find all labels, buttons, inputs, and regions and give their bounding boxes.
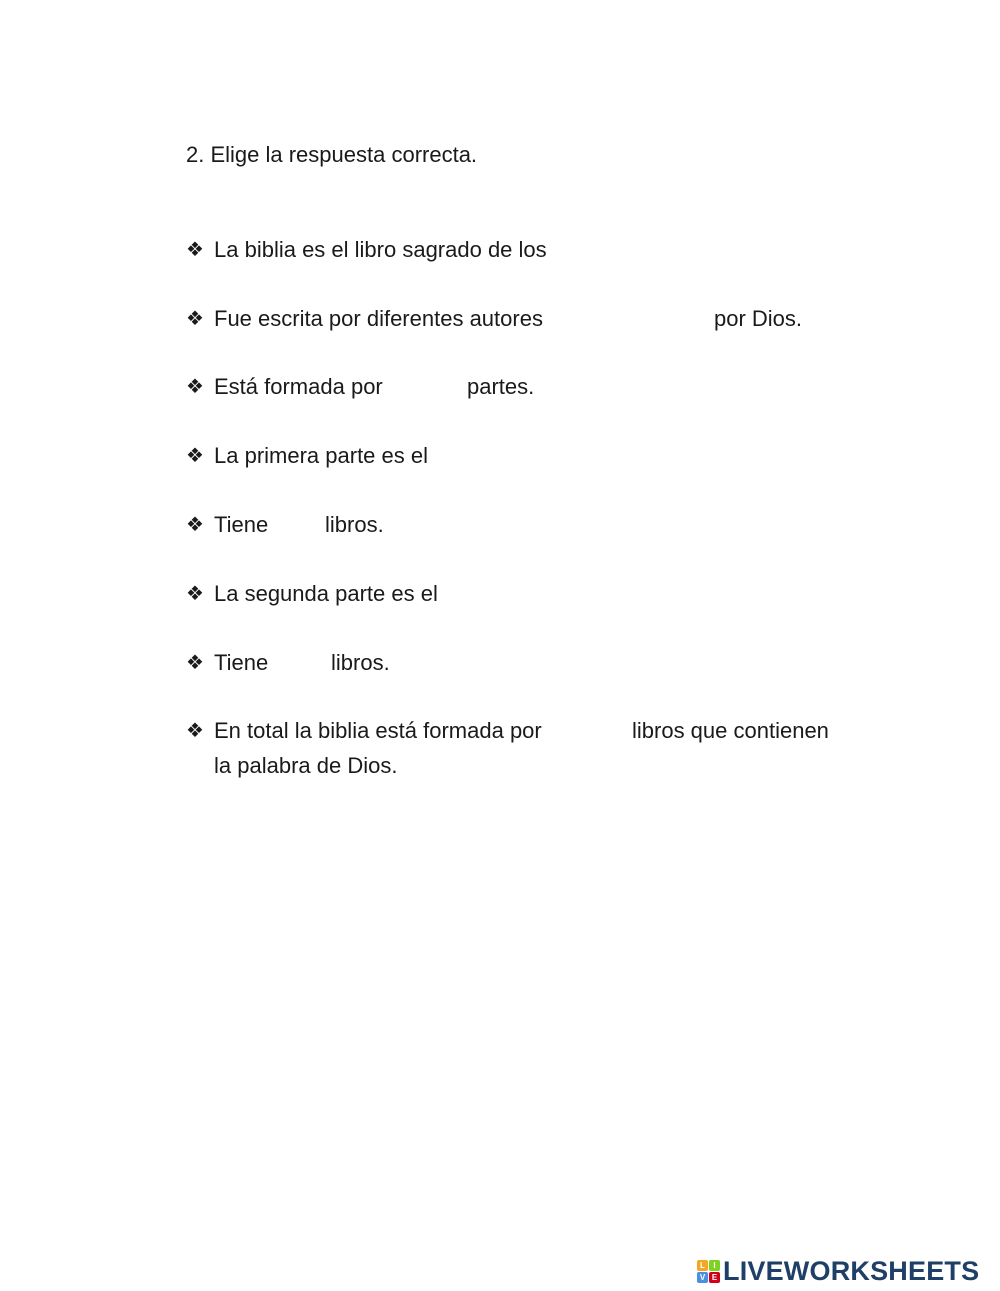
item-text: La biblia es el libro sagrado de los [214, 237, 547, 262]
item-text: En total la biblia está formada por [214, 718, 542, 743]
logo-letter-i: I [709, 1260, 720, 1271]
question-title: 2. Elige la respuesta correcta. [186, 142, 478, 167]
liveworksheets-logo[interactable] [697, 1254, 979, 1288]
item-text: La primera parte es el [214, 443, 428, 468]
item-text-after-blank: libros. [325, 512, 384, 537]
logo-letter-l: L [697, 1260, 708, 1271]
four-diamond-bullet-icon: ❖ [186, 445, 204, 467]
item-text: Fue escrita por diferentes autores [214, 306, 543, 331]
four-diamond-bullet-icon: ❖ [186, 239, 204, 261]
item-text-continuation: la palabra de Dios. [214, 753, 398, 778]
four-diamond-bullet-icon: ❖ [186, 652, 204, 674]
item-text: Está formada por [214, 374, 383, 399]
four-diamond-bullet-icon: ❖ [186, 308, 204, 330]
four-diamond-bullet-icon: ❖ [186, 583, 204, 605]
item-text-after-blank: libros que contienen [632, 718, 829, 743]
item-text: La segunda parte es el [214, 581, 438, 606]
liveworksheets-logo-icon [697, 1260, 720, 1283]
four-diamond-bullet-icon: ❖ [186, 376, 204, 398]
four-diamond-bullet-icon: ❖ [186, 720, 204, 742]
item-text-after-blank: por Dios. [714, 306, 803, 331]
item-text-after-blank: partes. [467, 374, 535, 399]
logo-text: LIVEWORKSHEETS [723, 1255, 980, 1286]
item-text-after-blank: libros. [331, 650, 390, 675]
four-diamond-bullet-icon: ❖ [186, 514, 204, 536]
logo-letter-v: V [697, 1272, 708, 1283]
logo-letter-e: E [709, 1272, 720, 1283]
item-text: Tiene [214, 650, 269, 675]
item-text: Tiene [214, 512, 269, 537]
